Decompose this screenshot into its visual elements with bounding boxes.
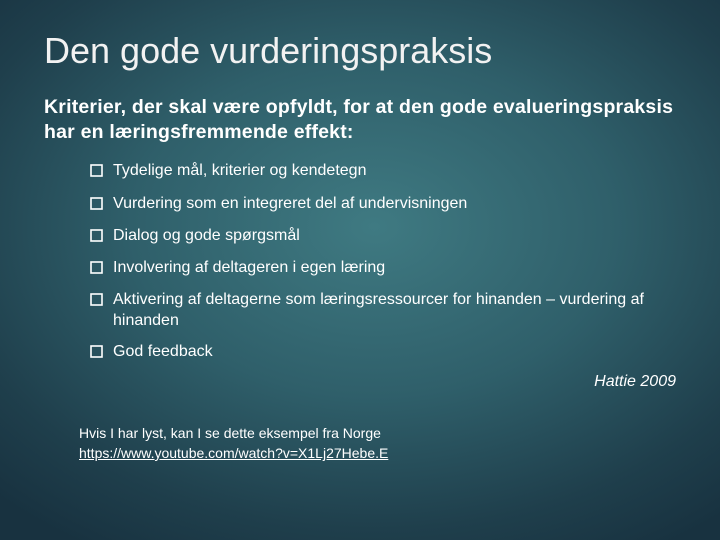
- hollow-square-bullet-icon: [90, 345, 103, 358]
- bullet-item: [90, 257, 385, 278]
- bullet-text: Dialog og gode spørgsmål: [113, 227, 300, 244]
- youtube-link[interactable]: https://www.youtube.com/watch?v=X1Lj27Hebe.E: [79, 445, 389, 461]
- video-note-text: Hvis I har lyst, kan I se dette eksempel fra Norge: [79, 425, 381, 441]
- bullet-item: [90, 289, 670, 331]
- bullet-item: [90, 193, 467, 214]
- bullet-item: [90, 225, 300, 246]
- bullet-text: Involvering af deltageren i egen læring: [113, 259, 386, 276]
- attribution: Hattie 2009: [594, 373, 676, 390]
- bullet-item: [90, 160, 366, 181]
- slide-title: Den gode vurderingspraksis: [44, 30, 493, 71]
- hollow-square-bullet-icon: [90, 164, 103, 177]
- bullet-text: God feedback: [113, 343, 213, 360]
- bullet-text: Aktivering af deltagerne som læringsressourcer for hinanden – vurdering af hinanden: [113, 291, 644, 329]
- bullet-item: [90, 341, 213, 362]
- bullet-text: Tydelige mål, kriterier og kendetegn: [113, 162, 367, 179]
- hollow-square-bullet-icon: [90, 229, 103, 242]
- hollow-square-bullet-icon: [90, 293, 103, 306]
- slide-subtitle: Kriterier, der skal være opfyldt, for at den gode evalueringspraksis har en læringsfremmende effekt:: [44, 96, 674, 143]
- video-note: [79, 423, 479, 463]
- bullet-text: Vurdering som en integreret del af undervisningen: [113, 195, 468, 212]
- hollow-square-bullet-icon: [90, 261, 103, 274]
- hollow-square-bullet-icon: [90, 197, 103, 210]
